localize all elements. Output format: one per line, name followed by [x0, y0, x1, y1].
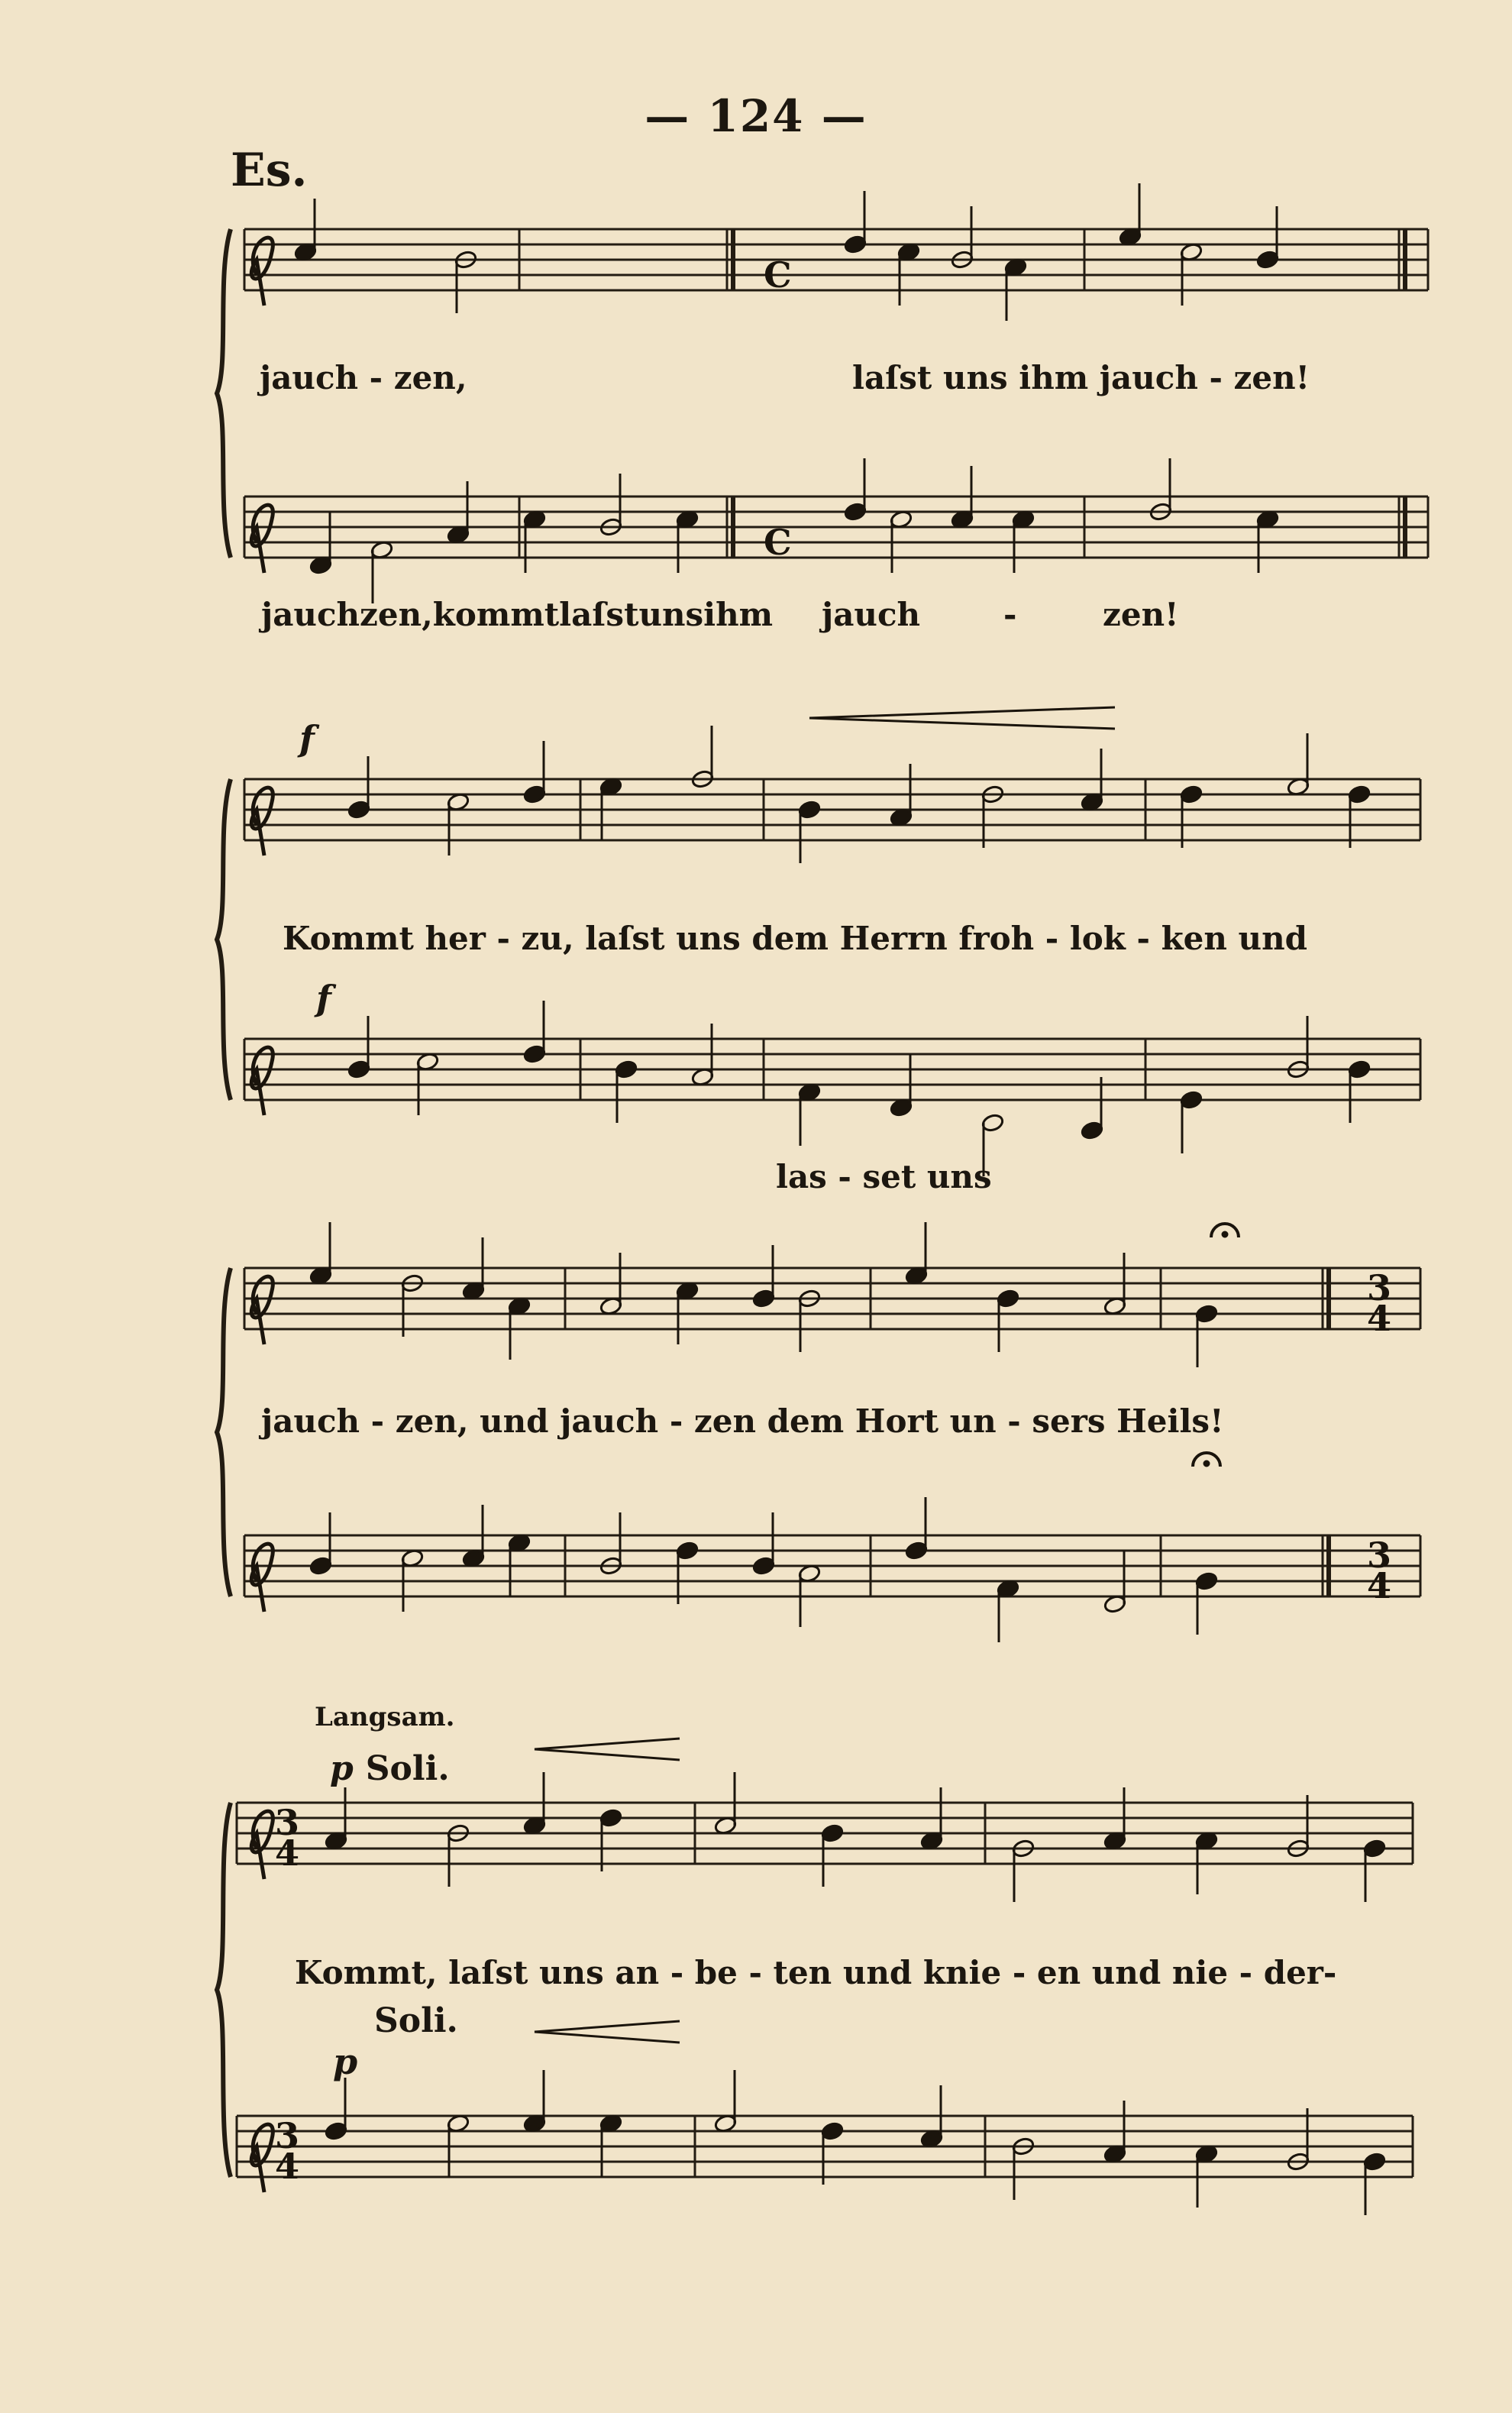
dynamic-piano-lower: p [333, 2041, 358, 2082]
staff-8 [237, 2116, 1413, 2177]
time-signature-numerator: 3 [275, 1802, 300, 1843]
clef-symbol [251, 1811, 273, 1879]
tempo-marking: Langsam. [315, 1702, 455, 1732]
staff-3 [244, 779, 1420, 840]
lyric-system3-upper: jauch - zen, und jauch - zen dem Hort un - sers Heils! [261, 1402, 1224, 1440]
staff-1 [244, 229, 1428, 290]
brace-system-4 [217, 1803, 231, 2177]
fermata [1222, 1231, 1228, 1237]
dynamic-piano-upper: p [330, 1749, 354, 1788]
fermata [1203, 1460, 1210, 1467]
lyric-system4-upper: Kommt, laſst uns an - be - ten und knie - en und nie - der- [295, 1954, 1337, 1991]
brace-system-3 [217, 1268, 231, 1596]
clef-symbol [251, 2124, 273, 2192]
brace-system-1 [217, 229, 231, 558]
clef-symbol [251, 788, 273, 856]
lyric-system2-upper: Kommt her - zu, laſst uns dem Herrn froh - lok - ken und [283, 920, 1307, 957]
crescendo-hairpin [535, 1739, 680, 1760]
time-signature-denominator: 4 [1367, 1565, 1392, 1606]
staff-6 [244, 1535, 1420, 1596]
dynamic-forte-lower: f [316, 978, 331, 1019]
lyric-system1-lower-c: - [1003, 596, 1017, 633]
time-signature-denominator: 4 [275, 1832, 300, 1874]
time-signature-denominator: 4 [1367, 1298, 1392, 1339]
crescendo-hairpin [809, 707, 1115, 729]
page-number: — 124 — [645, 90, 867, 142]
time-signature-numerator: 3 [275, 2115, 300, 2156]
common-time-symbol: C [764, 522, 792, 563]
clef-symbol [251, 505, 273, 573]
lyric-system1-upper-a: jauch - zen, [260, 359, 467, 396]
brace-system-2 [217, 779, 231, 1100]
soli-marking-upper [330, 1749, 450, 1788]
clef-symbol [251, 1544, 273, 1612]
dynamic-forte-upper: f [299, 718, 315, 759]
clef-symbol [251, 1047, 273, 1115]
staff-4 [244, 1039, 1420, 1100]
time-signature-numerator: 3 [1367, 1267, 1392, 1308]
clef-symbol [251, 1276, 273, 1344]
soli-label-lower: Soli. [374, 2001, 458, 2040]
lyric-system1-lower-d: zen! [1103, 596, 1179, 633]
lyric-system1-upper-b: laſst uns ihm jauch - zen! [852, 359, 1310, 396]
lyric-system2-lower: las - set uns [776, 1158, 992, 1195]
lyric-system1-lower-b: jauch [822, 596, 921, 633]
key-label: Es. [231, 144, 308, 197]
staff-2 [244, 497, 1428, 558]
soli-label-upper: Soli. [365, 1749, 450, 1788]
lyric-system1-lower-a: jauchzen,kommtlaſstunsihm [261, 596, 774, 633]
crescendo-hairpin [535, 2021, 680, 2043]
common-time-symbol: C [764, 254, 792, 296]
clef-symbol [251, 238, 273, 306]
time-signature-numerator: 3 [1367, 1535, 1392, 1576]
time-signature-denominator: 4 [275, 2146, 300, 2187]
